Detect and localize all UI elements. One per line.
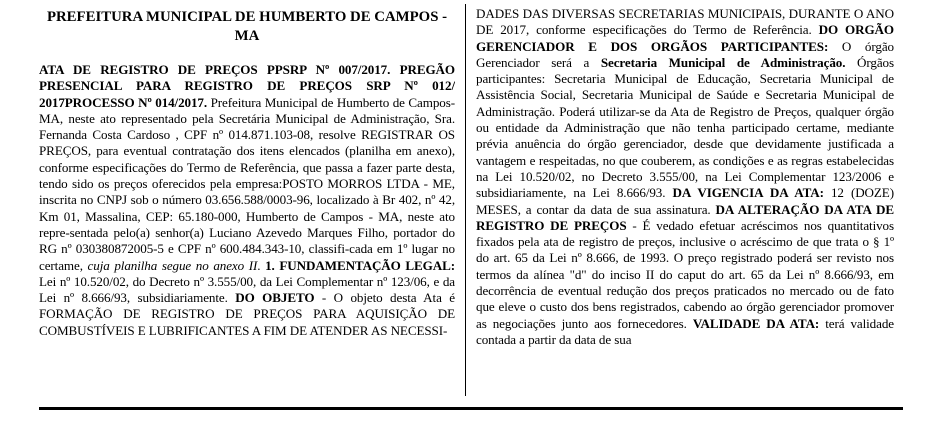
objeto-text: - O objeto desta Ata é FORMAÇÃO DE REGISTRO DE PREÇOS PARA AQUISIÇÃO DE COMBUSTÍVEIS E LUBRIFICANTES A FIM DE ATENDER AS NECESSI-	[39, 290, 455, 338]
objeto-continuation: DADES DAS DIVERSAS SECRETARIAS MUNICIPAIS, DURANTE O ANO DE 2017, conforme especificações do Termo de Referência.	[476, 6, 894, 38]
left-column	[39, 6, 455, 398]
right-column	[476, 6, 894, 398]
alteracao-heading: DA ALTERAÇÃO DA ATA DE REGISTRO DE PREÇOS	[476, 201, 894, 233]
orgao-heading: DO ORGÃO GERENCIADOR E DOS ORGÃOS PARTICIPANTES:	[476, 22, 894, 54]
vigencia-text: 12 (DOZE) MESES, a contar da data de sua assinatura.	[476, 185, 894, 217]
alteracao-text: - É vedado efetuar acréscimos nos quantitativos fixados pela ata de registro de preços, inclusive o acréscimo de que trata o § 1º do art. 65 da Lei nº 8.666, de 1993. O preço registrado poderá ser revisto nos termos da alínea "d" do inciso II do caput do art. 65 da Lei nº 8.666/93, em decorrência de eventual redução dos preços praticados no mercado ou de fato que eleve o custo dos bens registrados, cabendo ao órgão gerenciador promover as negociações junto aos fornecedores.	[476, 217, 894, 331]
objeto-heading: DO OBJETO	[235, 290, 315, 306]
ata-body: Prefeitura Municipal de Humberto de Campos-MA, neste ato representado pela Secretária Municipal de Administração, Sra. Fernanda Costa Cardoso , CPF nº 014.871.103-08, resolve REGISTRAR OS PREÇOS, para eventual contratação dos itens elencados (planilha em anexo), conforme especificações do Termo de Referência, que passa a fazer parte desta, tendo sido os preços oferecidos pela empresa:POSTO MORROS LTDA - ME, inscrita no CNPJ sob o número 03.656.588/0003-96, localizado à Br 402, nº 42, Km 01, Massalina, CEP: 65.180-000, Humberto de Campos - MA, neste ato repre-sentada pelo(a) senhor(a) Luciano Azevedo Marques Filho, portador do RG nº 030380872005-5 e CPF nº 600.484.343-10, classifi-cada em 1º lugar no certame,	[39, 94, 455, 273]
validade-heading: VALIDADE DA ATA:	[692, 315, 820, 331]
right-paragraph	[476, 6, 894, 348]
annex-note: cuja planilha segue no anexo II	[87, 257, 258, 273]
fundamentacao-heading: 1. FUNDAMENTAÇÃO LEGAL:	[265, 257, 455, 273]
ata-paragraph	[39, 62, 455, 339]
vigencia-heading: DA VIGENCIA DA ATA:	[672, 185, 824, 201]
orgao-participantes-text: Órgãos participantes: Secretaria Municipal de Educação, Secretaria Municipal de Assistência Social, Secretaria Municipal de Saúde e Secretaria Municipal de Administração. Poderá utilizar-se da Ata de Registro de Preços, qualquer órgão ou entidade da Administração que não tenha participado certame, mediante prévia anuência do órgão gerenciador, desde que devidamente justificada a vantagem e respeitadas, no que couberem, as condições e as regras estabelecidas na Lei 10.520/02, no Decreto 3.555/00, na Lei Complementar 123/2006 e subsidiariamente, na Lei 8.666/93.	[476, 54, 894, 201]
fundamentacao-text: Lei nº 10.520/02, do Decreto nº 3.555/00, da Lei Complementar nº 123/06, e da Lei nº 8.666/93, subsidiariamente.	[39, 273, 455, 306]
validade-text: terá validade contada a partir da data de sua	[476, 315, 894, 347]
ata-heading: ATA DE REGISTRO DE PREÇOS PPSRP Nº 007/2017. PREGÃO PRESENCIAL PARA REGISTRO DE PREÇOS SRP Nº 012/ 2017PROCESSO Nº 014/2017.	[39, 62, 455, 110]
orgao-gerenciador-name: Secretaria Municipal de Administração.	[600, 54, 846, 70]
page-title: PREFEITURA MUNICIPAL DE HUMBERTO DE CAMPOS - MA	[46, 9, 448, 44]
column-divider	[465, 4, 466, 396]
bottom-rule	[39, 407, 903, 410]
orgao-text: O órgão Gerenciador será a	[476, 38, 894, 70]
ata-body-end: .	[257, 257, 261, 273]
